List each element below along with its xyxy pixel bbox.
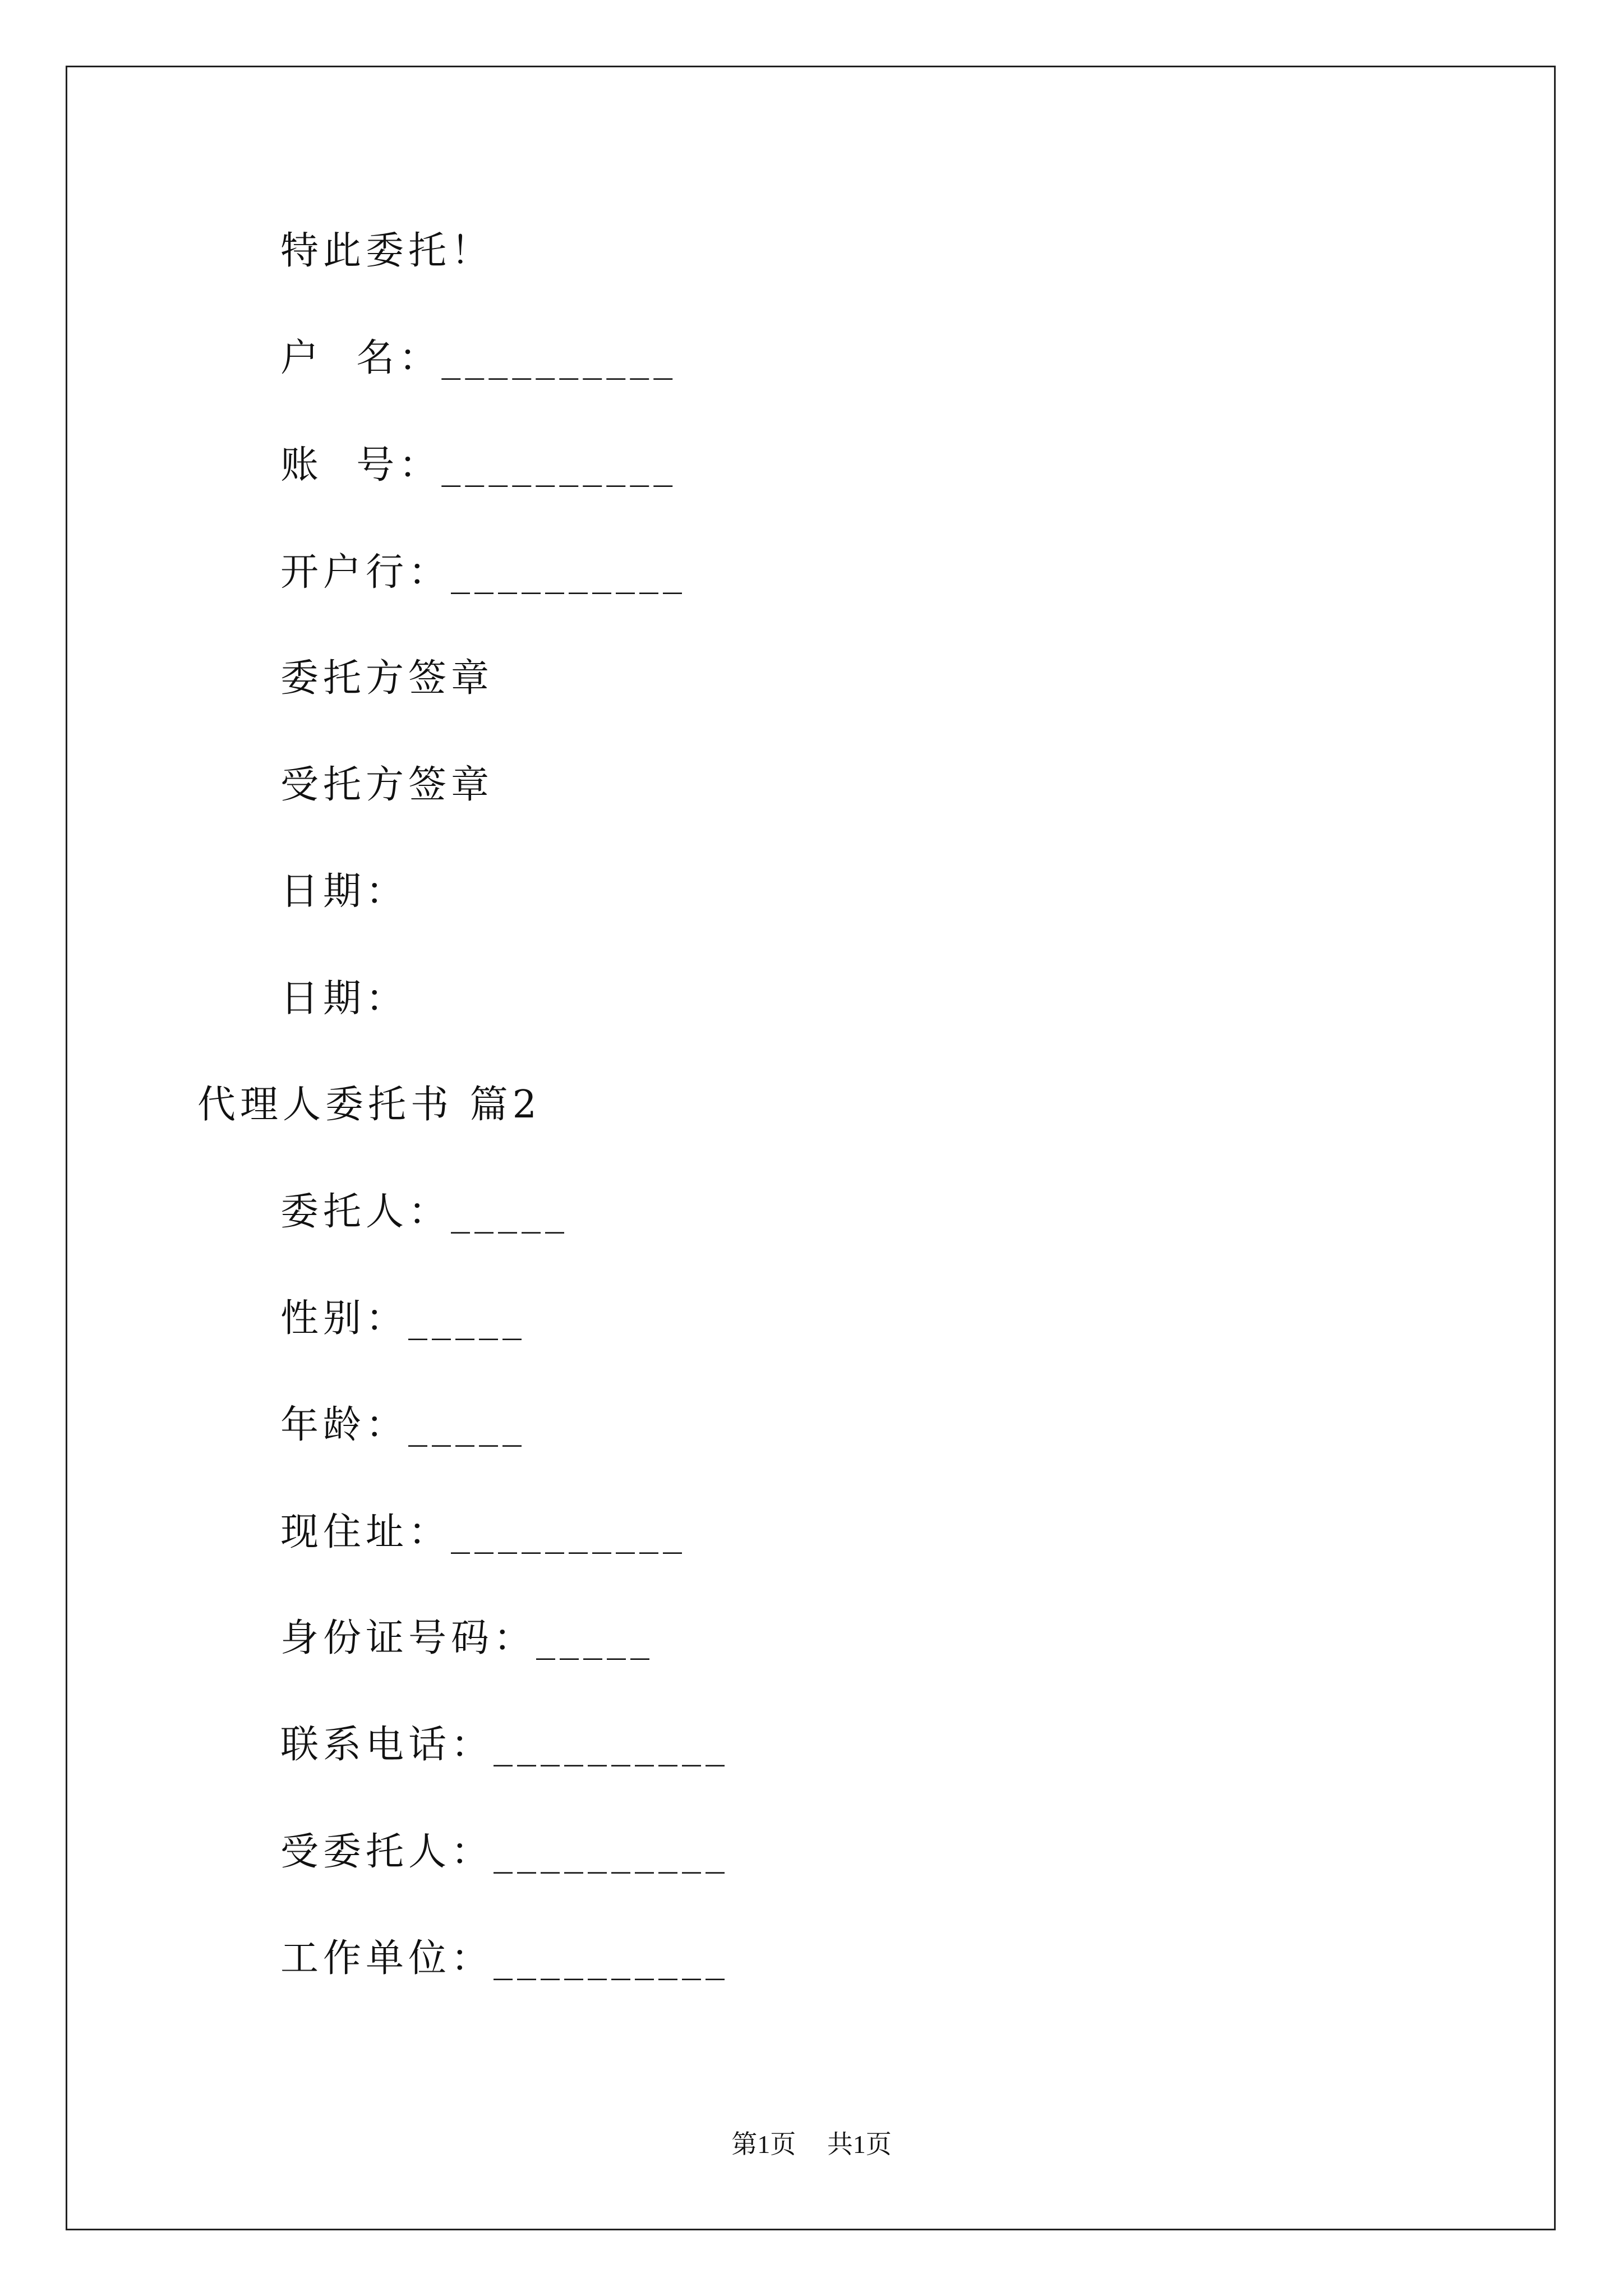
date-label-2: 日期： — [280, 977, 409, 1021]
account-number-field: 账 号：__________ — [280, 443, 677, 487]
phone-field: 联系电话：__________ — [280, 1723, 730, 1767]
bank-field: 开户行：__________ — [280, 550, 687, 595]
account-name-field: 户 名：__________ — [280, 336, 677, 380]
page-total: 共1页 — [827, 2130, 892, 2159]
page-border — [66, 66, 1556, 2230]
age-field: 年龄：_____ — [280, 1403, 527, 1447]
date-label-1: 日期： — [280, 869, 409, 914]
closing-text: 特此委托！ — [280, 229, 494, 273]
principal-signature-label: 委托方签章 — [280, 656, 494, 701]
work-unit-field: 工作单位：__________ — [280, 1936, 730, 1981]
page-footer — [0, 2128, 1623, 2161]
gender-field: 性别：_____ — [280, 1296, 527, 1341]
address-field: 现住址：__________ — [280, 1510, 687, 1554]
agent-signature-label: 受托方签章 — [280, 763, 494, 807]
id-number-field: 身份证号码：_____ — [280, 1616, 654, 1660]
section-heading: 代理人委托书 篇2 — [197, 1083, 541, 1127]
agent-field: 受委托人：__________ — [280, 1830, 730, 1874]
principal-field: 委托人：_____ — [280, 1190, 569, 1234]
page-number: 第1页 — [731, 2130, 796, 2159]
